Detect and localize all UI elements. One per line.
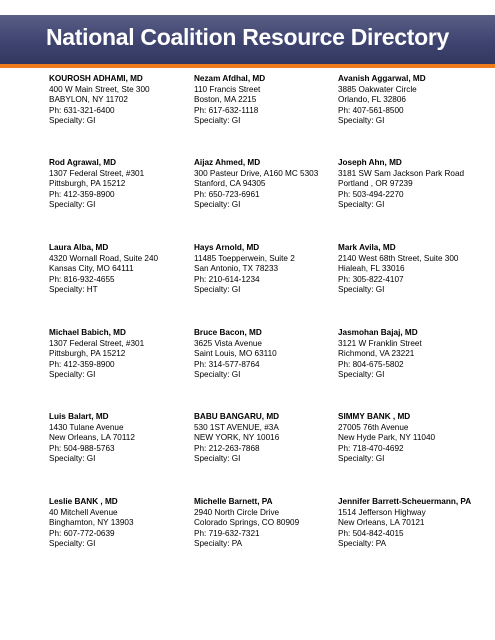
entry-name: Luis Balart, MD	[49, 412, 109, 421]
entry-address: 1307 Federal Street, #301	[49, 168, 145, 178]
entry-name: KOUROSH ADHAMI, MD	[49, 74, 143, 83]
entry-phone: Ph: 407-561-8500	[338, 105, 404, 115]
entry-specialty: Specialty: GI	[338, 454, 385, 464]
entry-phone: Ph: 210-614-1234	[194, 274, 260, 284]
entry-name: Nezam Afdhal, MD	[194, 74, 266, 83]
entry-phone: Ph: 412-359-8900	[49, 359, 115, 369]
entry-phone: Ph: 305-822-4107	[338, 274, 404, 284]
directory-entry	[194, 412, 344, 465]
directory-entry	[338, 328, 488, 381]
entry-name: BABU BANGARU, MD	[194, 412, 280, 421]
entry-address: 1307 Federal Street, #301	[49, 338, 145, 348]
entry-address: 11485 Toepperwein, Suite 2	[194, 253, 295, 263]
entry-phone: Ph: 504-988-5763	[49, 443, 115, 453]
directory-entry	[338, 74, 488, 127]
entry-phone: Ph: 607-772-0639	[49, 528, 115, 538]
entry-name: Aijaz Ahmed, MD	[194, 158, 261, 167]
entry-name: Jennifer Barrett-Scheuermann, PA	[338, 497, 472, 506]
entry-name: Michelle Barnett, PA	[194, 497, 273, 506]
header-accent-line	[0, 64, 495, 68]
entry-phone: Ph: 212-263-7868	[194, 443, 260, 453]
directory-entry	[49, 412, 199, 465]
directory-entry	[194, 158, 344, 211]
entry-city: Hialeah, FL 33016	[338, 264, 405, 274]
entry-address: 40 Mitchell Avenue	[49, 507, 118, 517]
entry-city: Pittsburgh, PA 15212	[49, 349, 126, 359]
entry-city: Binghamton, NY 13903	[49, 518, 134, 528]
entry-specialty: Specialty: GI	[194, 116, 241, 126]
entry-name: SIMMY BANK , MD	[338, 412, 411, 421]
entry-phone: Ph: 719-632-7321	[194, 528, 260, 538]
entry-specialty: Specialty: PA	[338, 539, 387, 549]
entry-name: Bruce Bacon, MD	[194, 328, 262, 337]
directory-entry	[49, 497, 199, 550]
entry-phone: Ph: 631-321-6400	[49, 105, 115, 115]
entry-phone: Ph: 816-932-4655	[49, 274, 115, 284]
entry-name: Joseph Ahn, MD	[338, 158, 402, 167]
directory-entry	[49, 158, 199, 211]
entry-name: Leslie BANK , MD	[49, 497, 118, 506]
entry-name: Michael Babich, MD	[49, 328, 126, 337]
entry-phone: Ph: 650-723-6961	[194, 189, 260, 199]
entry-name: Rod Agrawal, MD	[49, 158, 117, 167]
entry-specialty: Specialty: GI	[194, 370, 241, 380]
entry-name: Mark Avila, MD	[338, 243, 396, 252]
entry-phone: Ph: 617-632-1118	[194, 105, 259, 115]
directory-entry	[338, 158, 488, 211]
entry-specialty: Specialty: GI	[194, 454, 241, 464]
entry-address: 3181 SW Sam Jackson Park Road	[338, 168, 465, 178]
entry-city: New Orleans, LA 70112	[49, 433, 135, 443]
entry-city: San Antonio, TX 78233	[194, 264, 279, 274]
entry-address: 2140 West 68th Street, Suite 300	[338, 253, 459, 263]
entry-city: Stanford, CA 94305	[194, 179, 266, 189]
entry-city: NEW YORK, NY 10016	[194, 433, 280, 443]
entry-address: 1514 Jefferson Highway	[338, 507, 426, 517]
entry-specialty: Specialty: GI	[194, 285, 241, 295]
entry-specialty: Specialty: GI	[49, 200, 96, 210]
entry-specialty: Specialty: GI	[49, 116, 96, 126]
directory-entry	[338, 243, 488, 296]
entry-address: 3121 W Franklin Street	[338, 338, 422, 348]
entry-address: 27005 76th Avenue	[338, 422, 409, 432]
entry-phone: Ph: 503-494-2270	[338, 189, 404, 199]
entry-specialty: Specialty: GI	[49, 370, 96, 380]
directory-entry	[194, 328, 344, 381]
entry-specialty: Specialty: GI	[338, 116, 385, 126]
entry-specialty: Specialty: GI	[338, 370, 385, 380]
entry-city: New Orleans, LA 70121	[338, 518, 425, 528]
page-title: National Coalition Resource Directory	[46, 24, 449, 50]
entry-city: Portland , OR 97239	[338, 179, 413, 189]
entry-address: 110 Francis Street	[194, 84, 261, 94]
directory-entry	[338, 412, 488, 465]
entry-address: 2940 North Circle Drive	[194, 507, 280, 517]
entry-city: Colorado Springs, CO 80909	[194, 518, 300, 528]
entry-specialty: Specialty: GI	[49, 454, 96, 464]
entry-address: 300 Pasteur Drive, A160 MC 5303	[194, 168, 319, 178]
entry-phone: Ph: 412-359-8900	[49, 189, 115, 199]
entry-specialty: Specialty: PA	[194, 539, 243, 549]
entry-name: Hays Arnold, MD	[194, 243, 260, 252]
entry-address: 4320 Wornall Road, Suite 240	[49, 253, 159, 263]
directory-entry	[49, 328, 199, 381]
entry-city: New Hyde Park, NY 11040	[338, 433, 436, 443]
entry-address: 3885 Oakwater Circle	[338, 84, 417, 94]
entry-city: Pittsburgh, PA 15212	[49, 179, 126, 189]
entry-specialty: Specialty: HT	[49, 285, 98, 295]
directory-entry	[194, 497, 344, 550]
entry-city: Saint Louis, MO 63110	[194, 349, 277, 359]
entry-phone: Ph: 804-675-5802	[338, 359, 404, 369]
entry-address: 530 1ST AVENUE, #3A	[194, 422, 279, 432]
entry-name: Jasmohan Bajaj, MD	[338, 328, 418, 337]
entry-city: Kansas City, MO 64111	[49, 264, 134, 274]
entry-address: 3625 Vista Avenue	[194, 338, 262, 348]
directory-entry	[49, 243, 199, 296]
entry-city: Boston, MA 2215	[194, 95, 257, 105]
entry-specialty: Specialty: GI	[49, 539, 96, 549]
entry-specialty: Specialty: GI	[338, 285, 385, 295]
entry-city: Richmond, VA 23221	[338, 349, 415, 359]
directory-entry	[338, 497, 488, 550]
entry-phone: Ph: 314-577-8764	[194, 359, 260, 369]
entry-address: 400 W Main Street, Ste 300	[49, 84, 150, 94]
entry-specialty: Specialty: GI	[338, 200, 385, 210]
entry-address: 1430 Tulane Avenue	[49, 422, 124, 432]
entry-specialty: Specialty: GI	[194, 200, 241, 210]
entry-city: Orlando, FL 32806	[338, 95, 406, 105]
entry-city: BABYLON, NY 11702	[49, 95, 128, 105]
entry-name: Avanish Aggarwal, MD	[338, 74, 426, 83]
entry-phone: Ph: 504-842-4015	[338, 528, 404, 538]
directory-entry	[194, 243, 344, 296]
directory-entry	[194, 74, 344, 127]
entry-phone: Ph: 718-470-4692	[338, 443, 404, 453]
entry-name: Laura Alba, MD	[49, 243, 109, 252]
directory-entry	[49, 74, 199, 127]
